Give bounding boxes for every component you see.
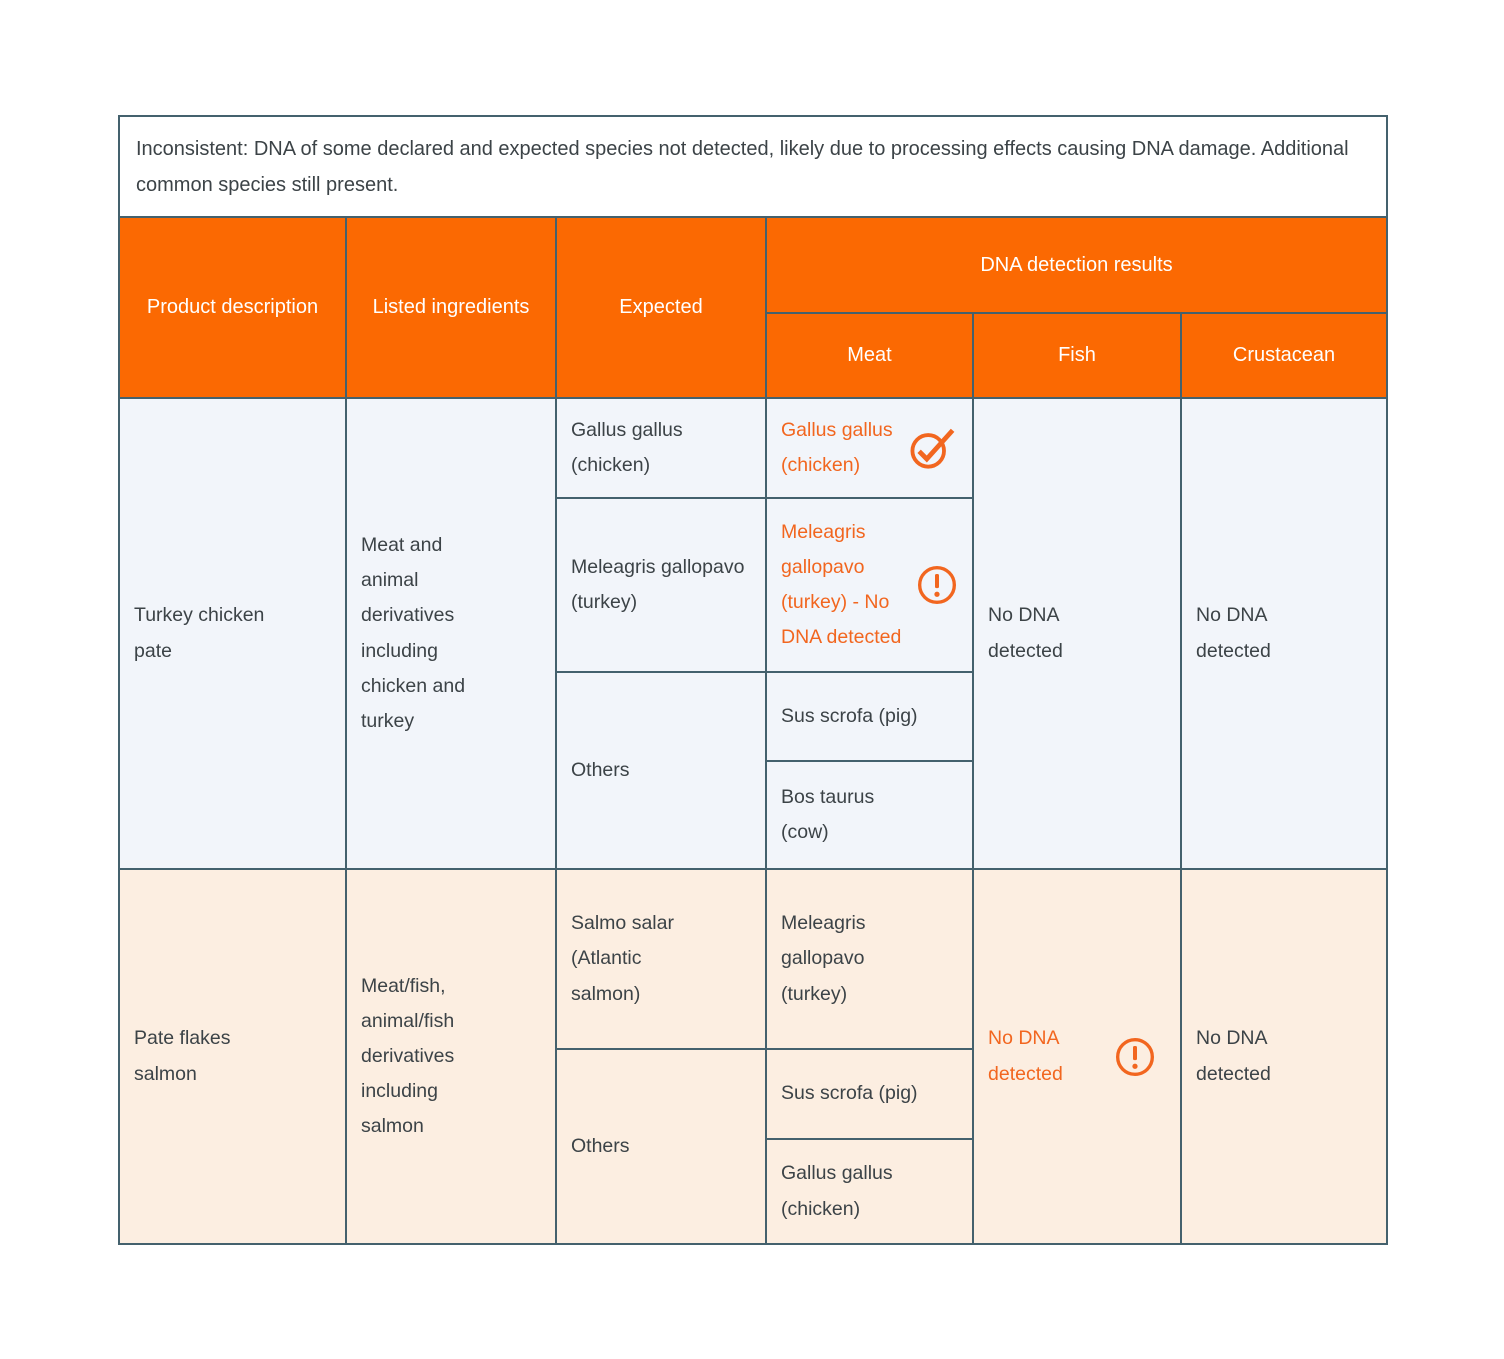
ingredients-text: Meat/fish, animal/fish derivatives including salmon xyxy=(361,974,455,1138)
column-header-product-description: Product description xyxy=(119,217,346,398)
alert-circle-icon xyxy=(916,564,958,606)
expected-species-cell xyxy=(556,398,766,498)
product-description-cell xyxy=(119,869,346,1244)
meat-result-cell xyxy=(766,1139,973,1244)
crustacean-result-cell xyxy=(1181,398,1387,869)
expected-species: Salmo salar (Atlantic salmon) xyxy=(571,912,674,1005)
fish-result-cell xyxy=(973,398,1181,869)
meat-result-cell xyxy=(766,672,973,761)
meat-result-cell xyxy=(766,869,973,1049)
column-header-fish: Fish xyxy=(973,313,1181,398)
meat-result-cell xyxy=(766,761,973,869)
product-name: Pate flakes salmon xyxy=(134,1027,231,1085)
product-name: Turkey chicken pate xyxy=(134,604,265,662)
expected-species: Meleagris gallopavo (turkey) xyxy=(571,555,745,613)
meat-result-text: Meleagris gallopavo (turkey) xyxy=(781,912,866,1005)
fish-result-text: No DNA detected xyxy=(988,1027,1063,1085)
crustacean-result-text: No DNA detected xyxy=(1196,1027,1271,1085)
meat-result-cell xyxy=(766,498,973,672)
ingredients-text: Meat and animal derivatives including chicken and turkey xyxy=(361,534,466,732)
meat-result-cell xyxy=(766,1049,973,1139)
column-header-listed-ingredients: Listed ingredients xyxy=(346,217,556,398)
fish-result-text: No DNA detected xyxy=(988,604,1063,662)
crustacean-result-text: No DNA detected xyxy=(1196,604,1271,662)
inconsistency-note: Inconsistent: DNA of some declared and expected species not detected, likely due to processing effects causing DNA damage. Additional common species still present. xyxy=(119,116,1387,217)
dna-detection-table xyxy=(118,115,1388,1245)
meat-result-text: Bos taurus (cow) xyxy=(781,785,875,843)
expected-species-cell xyxy=(556,672,766,869)
product-description-cell xyxy=(119,398,346,869)
listed-ingredients-cell xyxy=(346,398,556,869)
expected-species: Others xyxy=(571,1134,630,1157)
expected-species-cell xyxy=(556,869,766,1049)
meat-result-text: Gallus gallus (chicken) xyxy=(781,1162,893,1220)
column-header-crustacean: Crustacean xyxy=(1181,313,1387,398)
meat-result-text: Gallus gallus (chicken) xyxy=(781,418,893,476)
meat-result-text: Sus scrofa (pig) xyxy=(781,704,918,727)
meat-result-cell xyxy=(766,398,973,498)
column-header-meat: Meat xyxy=(766,313,973,398)
meat-result-text: Meleagris gallopavo (turkey) - No DNA detected xyxy=(781,520,902,649)
expected-species-cell xyxy=(556,498,766,672)
column-header-expected: Expected xyxy=(556,217,766,398)
expected-species-cell xyxy=(556,1049,766,1244)
meat-result-text: Sus scrofa (pig) xyxy=(781,1082,918,1105)
column-header-dna-detection-results: DNA detection results xyxy=(766,217,1387,313)
expected-species: Gallus gallus (chicken) xyxy=(571,418,683,476)
expected-species: Others xyxy=(571,758,630,781)
alert-circle-icon xyxy=(1114,1036,1156,1078)
fish-result-cell xyxy=(973,869,1181,1244)
listed-ingredients-cell xyxy=(346,869,556,1244)
crustacean-result-cell xyxy=(1181,869,1387,1244)
check-circle-icon xyxy=(908,426,958,470)
